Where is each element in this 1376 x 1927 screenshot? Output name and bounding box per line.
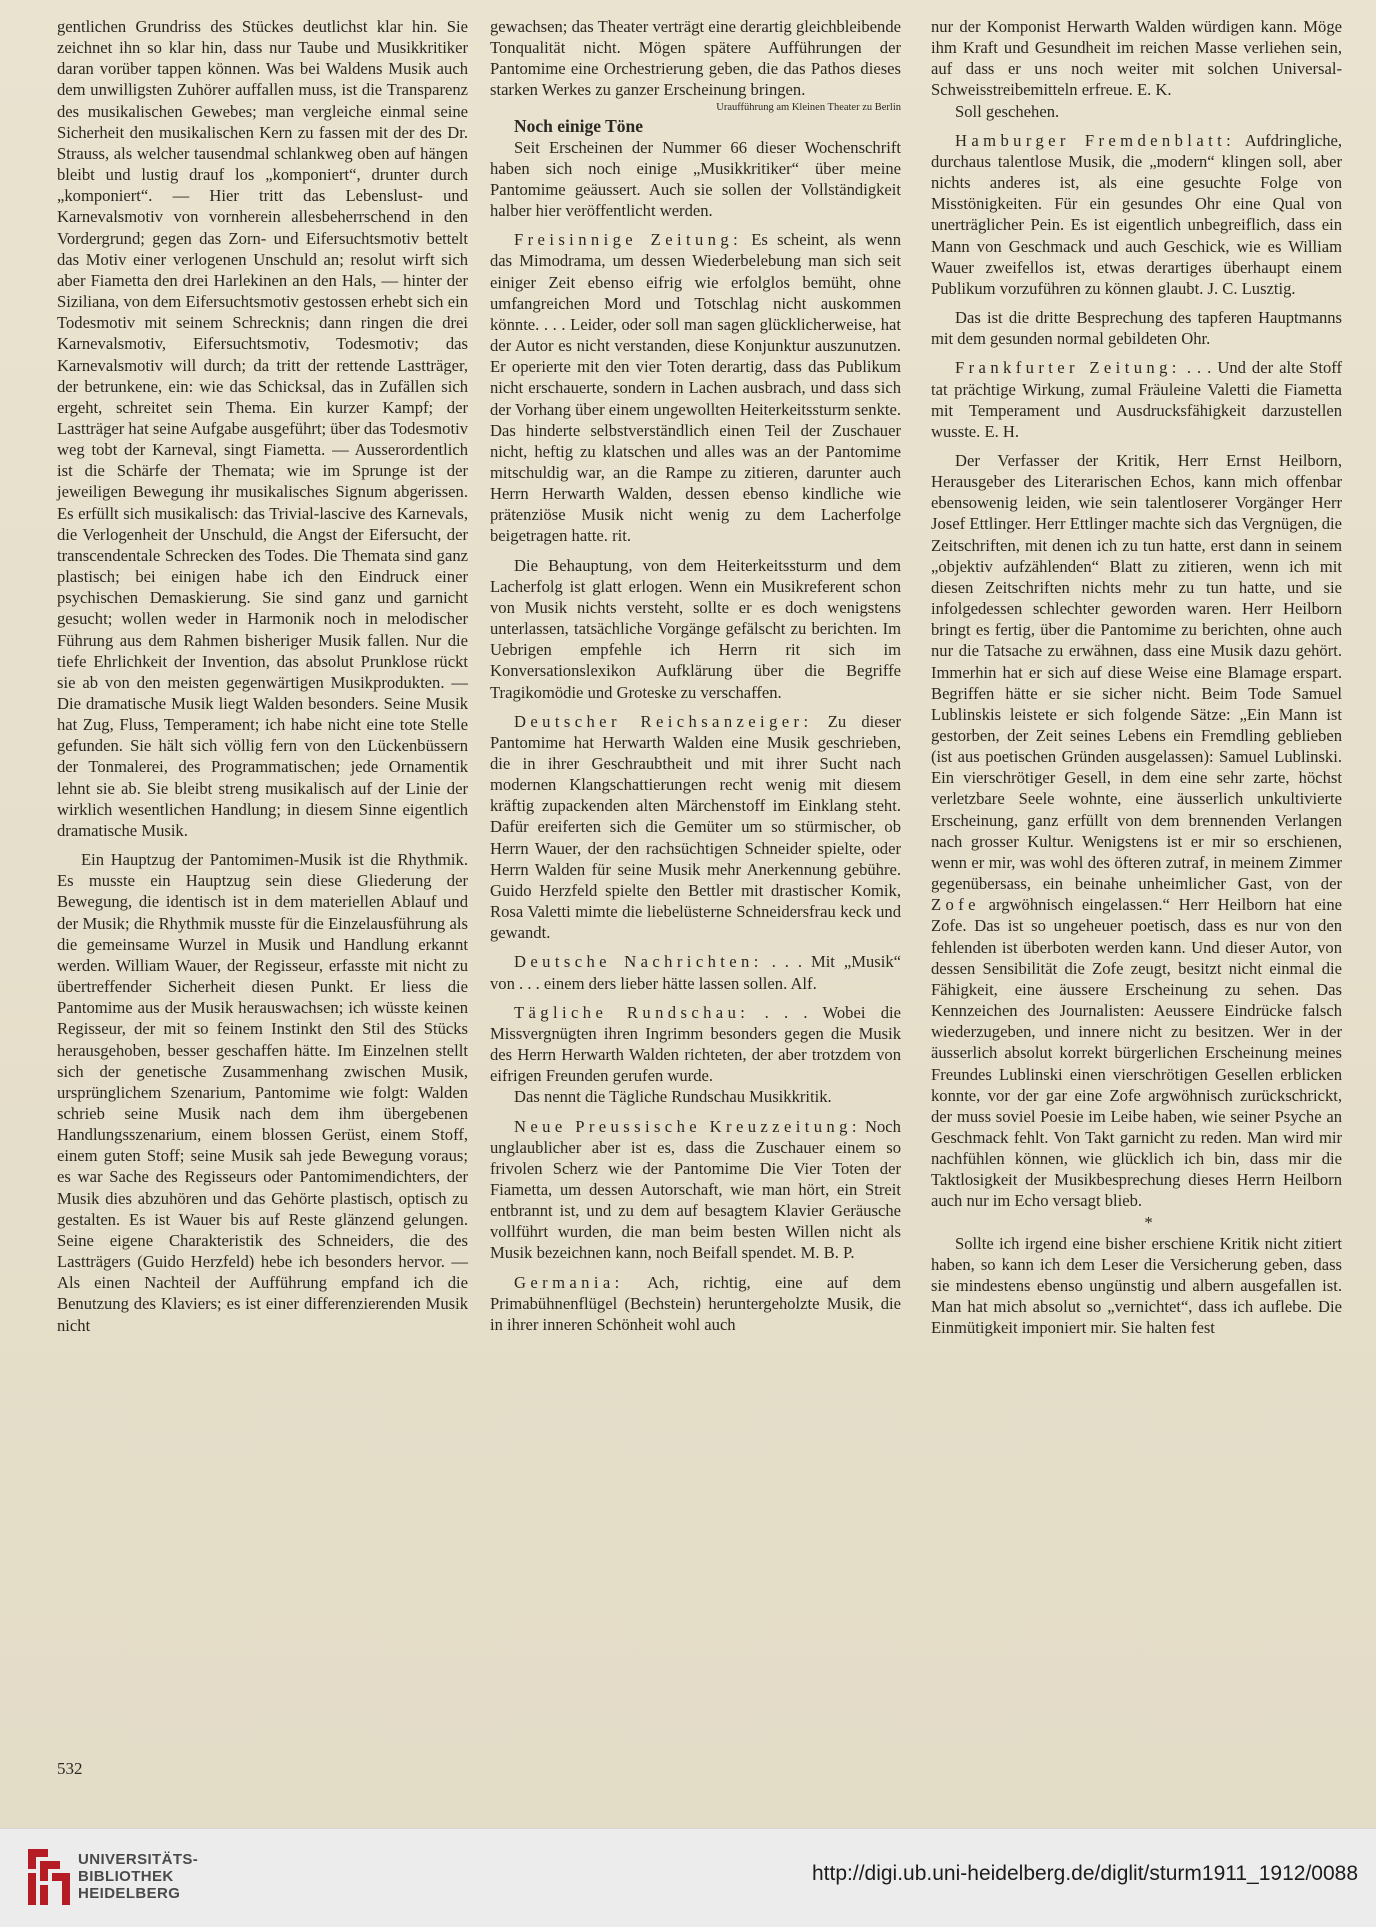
emphasized-word: Zofe <box>931 895 980 915</box>
review-reichsanzeiger <box>490 711 901 944</box>
middle-paragraph-2: Seit Erscheinen der Nummer 66 dieser Wochenschrift haben sich noch einige „Musikkritiker“ über meine Pantomime geäussert. Auch sie sollen der Vollständigkeit halber hier veröffentlicht werden. <box>490 137 901 221</box>
review-text: . . . Und der alte Stoff tat prächtige Wirkung, zumal Fräuleine Valetti die Fiametta mit Temperament und Ausdrucksfähigkeit darzustellen wusste. E. H. <box>931 358 1342 441</box>
library-name-line: HEIDELBERG <box>78 1885 181 1902</box>
paragraph-text: Der Verfasser der Kritik, Herr Ernst Heilborn, Herausgeber des Literarischen Echos, kann mich offenbar ebensowenig leiden, wie sein talentloserer Vorgänger Herr Josef Ettlinger. Herr Ettlinger machte sich das Vergnügen, die Zeitschriften, mit denen ich zu tun hatte, erst dann in seinem „objektiv aufzählenden“ Blatt zu zitieren, wenn ich mit diesen Zeitschriften nichts mehr zu tun hatte, und sie infolgedessen schlechter geworden waren. Herr Heilborn bringt es fertig, über die Pantomime zu berichten, ohne auch nur die Tatsache zu erwähnen, dass eine Musik dazu gehört. Immerhin hat er sich auf diese Weise eine Blamage erspart. Begriffen hätte er sie sicher nicht. Beim Tode Samuel Lublinskis leistete er sich folgende Sätze: „Ein Mann ist gestorben, der Zeit seines Lebens ein Fremdling geblieben (ist aus poetischen Gründen ausgelassen): Samuel Lublinski. Ein vierschrötiger Gesell, in dem eine sehr zarte, höchst verletzbare Seele wohnte, eine äusserlich unkultivierte Erscheinung, ganz erfüllt von dem brennenden Verlangen nach grosser Kultur. Wenigstens ist er mir so erschienen, wenn er mir, was wohl des öfteren zutraf, in meinem Zimmer gegenübersass, ein beinahe unheimlicher Gast, von der <box>931 450 1342 894</box>
paragraph-text: argwöhnisch eingelassen.“ Herr Heilborn hat eine Zofe. Das ist so ungeheuer poetisch, dass es nur von den fehlenden ist überboten werden kann. Und dieser Autor, von dessen Sensibilität die Zofe zeugt, besitzt nicht einmal die Fähigkeit, eine äussere Erscheinung zu sehen. Das Kennzeichen des Journalisten: Aeussere Eindrücke falsch wiederzugeben, und innere nicht zu besitzen. Wer in der äusserlich absolut korrekt bürgerlichen Erscheinung meines Freundes Lublinski einen vierschrötigen Gesellen erblicken konnte, vor der gar eine Zofe argwöhnisch zurückschrickt, der muss soviel Poesie im Leibe haben, wie seiner Psyche an Geschmack fehlt. Von Takt garnicht zu reden. Man wird mir nachfühlen können, wie glücklich ich bin, dass mir die Taktlosigkeit der Musikbesprechung dieses Herrn Heilborn auch nur im Echo versagt blieb. <box>931 895 1342 1211</box>
right-paragraph-4: Das ist die dritte Besprechung des tapferen Hauptmanns mit dem gesunden normal gebildeten Ohr. <box>931 308 1342 349</box>
right-paragraph-7: Sollte ich irgend eine bisher erschiene Kritik nicht zitiert haben, so kann ich dem Leser die Versicherung geben, dass sie mindestens ebenso ungünstig und albern ausgefallen ist. Man hat mich absolut so „vernichtet“, dass ich auflebe. Die Einmütigkeit imponiert mir. Sie halten fest <box>931 1233 1342 1338</box>
right-paragraph-6 <box>931 450 1342 1212</box>
source-label: Neue Preussische Kreuzzeitung: <box>514 1116 861 1136</box>
review-text: . . . Wobei die Missvergnügten ihren Ingrimm besonders gegen die Musik des Herrn Herwarth Walden richteten, der aber trotzdem von eifrigen Freunden gerufen wurde. <box>490 1002 901 1086</box>
review-taegliche-rundschau <box>490 1002 901 1087</box>
source-label: Tägliche Rundschau: <box>514 1002 750 1022</box>
review-text: Zu dieser Pantomime hat Herwarth Walden eine Musik geschrieben, die in ihrer Geschraubtheit und mit ihrer Sucht nach modernen Klangschattierungen recht wenig mit diesem kräftig zupackenden alten Märchenstoff im Einklang steht. Dafür ereiferten sich die Gemüter um so stürmischer, ob Herrn Wauer, der den rachsüchtigen Schneider spielte, oder Herrn Walden für seine Musik mehr Anerkennung gebühre. Guido Herzfeld spielte den Bettler mit drastischer Komik, Rosa Valetti mimte die liebelüsterne Schneidersfrau keck und gewandt. <box>490 711 901 943</box>
library-footer-bar <box>0 1828 1376 1927</box>
left-column <box>57 16 468 1336</box>
right-paragraph-1: nur der Komponist Herwarth Walden würdigen kann. Möge ihm Kraft und Gesundheit im reichen Masse verliehen sein, auf dass er uns noch weiter mit solchen Universal-Schweisstreibemitteln erfreue. E. K. <box>931 17 1342 100</box>
library-name-line: UNIVERSITÄTS- <box>78 1851 199 1868</box>
review-hamburger-fremdenblatt <box>931 130 1342 299</box>
left-paragraph-2: Ein Hauptzug der Pantomimen-Musik ist die Rhythmik. Es musste ein Hauptzug sein diese Gliederung der Bewegung, die identisch ist in dem materiellen Ablauf und der Musik; die Rhythmik musste für die Einzelausführung als die gemeinsame Wurzel in Musik und Handlung erkannt werden. William Wauer, der Regisseur, erfasste mit nicht zu übertreffender Sicherheit diesen Punkt. Er liess die Pantomime aus der Musik herauswachsen; ich wüsste keinen Regisseur, der mit so feinem Instinkt den Stil des Stücks herausgehoben, besser geschaffen hätte. Im Einzelnen stellt sich der genetische Zusammenhang zwischen Musik, ursprünglichem Szenarium, Pantomime wie folgt: Walden schrieb seine Musik nach dem ihm übergebenen Handlungsszenarium, einem blossen Gerüst, einem Stoff, einem guten Stoff; seine Musik sah jede Bewegung voraus; es war Sache des Regisseurs oder Pantomimendichters, der Musik dies abzuhören und das Gehörte plastisch, optisch zu gestalten. Es ist Wauer bis auf Reste glänzend gelungen. Seine eigene Charakteristik des Schneiders, die des Lastträgers (Guido Herzfeld) hebe ich besonders hervor. — Als einen Nachteil der Aufführung empfand ich die Benutzung des Klaviers; es ist einer differenzierenden Musik nicht <box>57 850 468 1335</box>
review-freisinnige-zeitung <box>490 229 901 546</box>
source-label: Deutsche Nachrichten: <box>514 952 763 972</box>
library-name[interactable] <box>78 1851 198 1902</box>
review-deutsche-nachrichten <box>490 951 901 993</box>
middle-paragraph-4: Die Behauptung, von dem Heiterkeitssturm und dem Lacherfolg ist glatt erlogen. Wenn ein Musikreferent schon von Musik nichts versteht, sollte er es doch wenigstens unterlassen, tatsächliche Vorgänge gefälscht zu berichten. Im Uebrigen empfehle ich Herrn rit sich im Konversationslexikon Aufklärung über die Begriffe Tragikomödie und Groteske zu verschaffen. <box>490 555 901 702</box>
review-kreuzzeitung <box>490 1116 901 1264</box>
review-text: Ach, richtig, eine auf dem Primabühnenflügel (Bechstein) heruntergeholzte Musik, die in ihrer inneren Schönheit wohl auch <box>490 1272 902 1334</box>
review-text: Es scheint, als wenn das Mimodrama, um dessen Wiederbelebung man sich seit einiger Zeit ebenso eifrig wie erfolglos bemüht, ohne umfangreichen Mord und Totschlag nicht auskommen könnte. . . . Leider, oder soll man sagen glücklicherweise, hat der Autor es nicht verstanden, diese Konjunktur auszunutzen. Er operierte mit den vier Toten derartig, dass das Publikum nicht erschauerte, sondern in Lachen ausbrach, und dass sich der Vorhang über einem ungewollten Heiterkeitssturm senkte. Das hinderte selbstverständlich einen Teil der Zuschauer nicht, heftig zu klatschen und alles was an der Pantomime mitschuldig war, an die Rampe zu zitieren, darunter auch Herrn Herwarth Walden, dessen ebenso kindliche wie prätenziöse Musik nicht wenig zu dem Lacherfolge beigetragen hatte. rit. <box>490 230 901 546</box>
source-label: Germania: <box>514 1272 624 1292</box>
premiere-credit: Uraufführung am Kleinen Theater zu Berlin <box>716 101 901 113</box>
middle-paragraph-8: Das nennt die Tägliche Rundschau Musikkritik. <box>514 1087 832 1107</box>
middle-paragraph-1: gewachsen; das Theater verträgt eine derartig gleichbleibende Tonqualität nicht. Mögen spätere Aufführungen der Pantomime eine Orchestrierung geben, die das Pathos dieses starken Werkes zu ganzer Erscheinung bringen. <box>490 17 901 100</box>
source-label: Freisinnige Zeitung: <box>514 230 743 250</box>
source-label: Deutscher Reichsanzeiger: <box>514 711 813 731</box>
source-label: Frankfurter Zeitung: <box>955 358 1181 378</box>
source-label: Hamburger Fremdenblatt: <box>955 130 1236 150</box>
section-asterisk: * <box>1144 1212 1153 1232</box>
review-text: . . . Mit „Musik“ von . . . einem ders lieber hätte lassen sollen. Alf. <box>490 952 901 993</box>
review-text: Aufdringliche, durchaus talentlose Musik, die „modern“ klingen soll, aber nichts anderes ist, als eine gesuchte Folge von Misstönigkeiten. Für ein gesundes Ohr eine Qual von unerträglicher Pein. Es ist eigentlich unbegreiflich, dass ein Mann von Geschmack und auch Geschick, wie es William Wauer zweifellos ist, etwas derartiges überhaupt einem Publikum vorzuführen zu können glaubt. J. C. Lusztig. <box>931 130 1343 298</box>
library-logo-icon[interactable] <box>22 1843 74 1911</box>
review-germania <box>490 1272 901 1335</box>
right-paragraph-2: Soll geschehen. <box>955 101 1060 121</box>
section-heading: Noch einige Töne <box>514 115 643 136</box>
right-column <box>931 16 1342 1339</box>
left-paragraph-1: gentlichen Grundriss des Stückes deutlichst klar hin. Sie zeichnet ihn so klar hin, dass nur Taube und Musikkritiker daran vorüber tappen können. Was bei Waldens Musik auch dem unwilligsten Zuhörer auffallen muss, ist die Transparenz des musikalischen Gewebes; man vergleiche einmal seine Sicherheit den musikalischen Kern zu fassen mit der des Dr. Strauss, als welcher tausendmal schlankweg oben auf hängen bleibt und lustig drauf los „komponiert“, drunter durch „komponiert“. — Hier tritt das Lebenslust- und Karnevalsmotiv von vornherein allesbeherrschend in den Vordergrund; gegen das Zorn- und Eifersuchtsmotiv bettelt das Motiv einer verlogenen Unschuld an; resolut wirft sich aber Fiametta den drei Harlekinen an den Hals, — hinter der Siziliana, von dem Eifersuchtsmotiv gestossen erhebt sich ein Todesmotiv mit seinem Schrecknis; dann ringen die drei Karnevalsmotiv, Eifersuchtsmotiv, Todesmotiv; das Karnevalsmotiv will durch; da tritt der rettende Lastträger, der betrunkene, ein: wie das Schicksal, das in Zufällen sich ergeht, schreitet sein Thema. Ein kurzer Kampf; der Lastträger hat seine Aufgabe ausgeführt; über das Todesmotiv weg tobt der Karneval, singt Fiametta. — Ausserordentlich ist die Schärfe der Themata; wie im Sprunge ist der jeweiligen Bewegung ihr musikalisches Signum abgerissen. Es erfüllt sich musikalisch: das Trivial-lascive des Karnevals, die Verlogenheit der Unschuld, die Angst der Eifersucht, der transcendentale Schrecken des Todes. Die Themata sind ganz plastisch; bei einigen habe ich den Eindruck einer psychischen Demaskierung. Sie sind ganz und garnicht gesucht; wollen weder in Harmonik noch in melodischer Führung aus dem Rahmen bisheriger Musik fallen. Nur die tiefe Ehrlichkeit der Invention, das absolut Prunklose rückt sie ab von den meisten gegenwärtigen Musikprodukten. — Die dramatische Musik liegt Walden besonders. Seine Musik hat Zug, Fluss, Temperament; ich habe nicht eine tote Stelle gefunden. Sie hält sich völlig fern von den Lückenbüssern der Tonmalerei, des Programmatischen; jede Ornamentik lehnt sie ab. Sie bleibt streng musikalisch auf der Linie der wirklich wesentlichen Handlung; in diesem Sinne eigentlich dramatische Musik. <box>57 17 468 840</box>
permalink-url[interactable]: http://digi.ub.uni-heidelberg.de/diglit/sturm1911_1912/0088 <box>812 1862 1358 1885</box>
middle-column <box>490 16 901 1335</box>
review-frankfurter-zeitung <box>931 357 1342 442</box>
page-number: 532 <box>57 1759 83 1778</box>
library-name-line: BIBLIOTHEK <box>78 1868 174 1885</box>
review-text: Noch unglaublicher aber ist es, dass die Zuschauer einem so frivolen Scherz wie der Pantomime Die Vier Toten der Fiametta, um dessen Autorschaft, wie man hört, ein Streit entbrannt ist, und zu dem auf besagtem Klavier Geräusche vollführt wurden, die man beim besten Willen nicht als Musik bezeichnen kann, noch Beifall spendet. M. B. P. <box>490 1116 901 1263</box>
